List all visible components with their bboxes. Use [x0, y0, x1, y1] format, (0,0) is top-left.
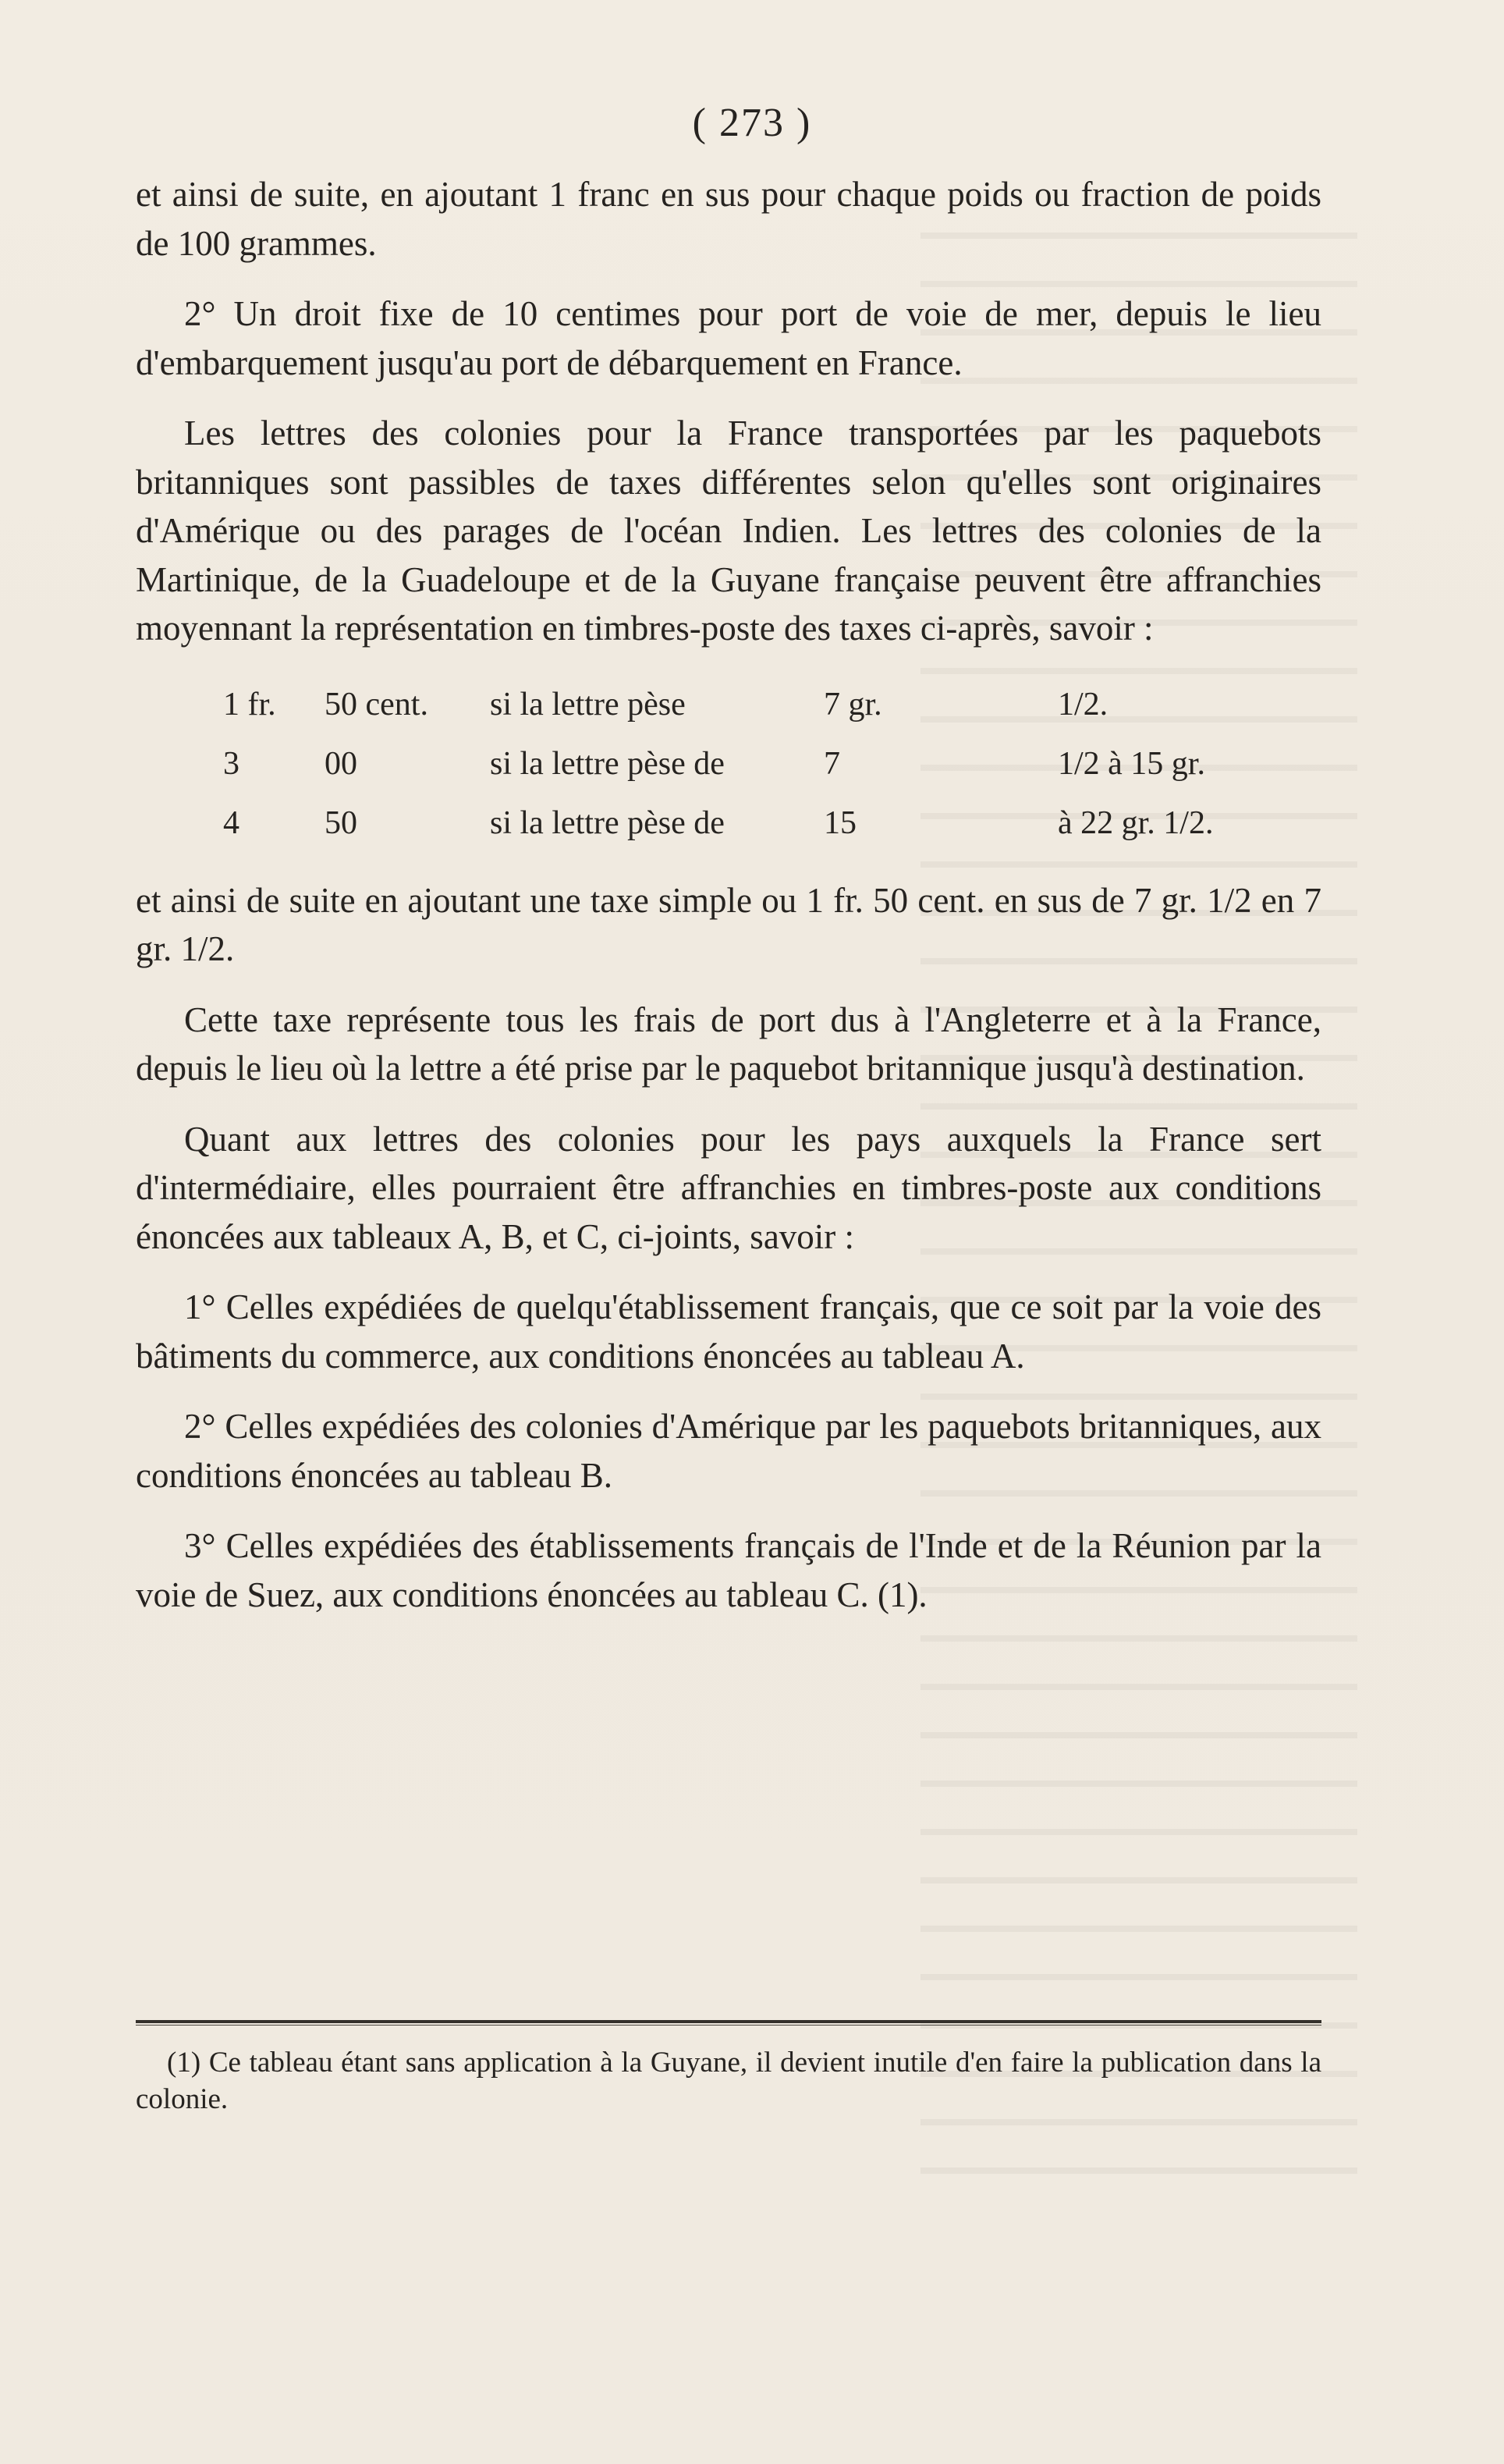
rate-range: 1/2 à 15 gr.: [1058, 745, 1205, 782]
rates-table: [136, 675, 1321, 853]
paragraph-sea-fee: 2° Un droit fixe de 10 centimes pour port de voie de mer, depuis le lieu d'embarquement jusqu'au port de débarquement en France.: [136, 294, 1321, 382]
rate-amount: 3: [223, 745, 239, 782]
rate-weight: 7: [824, 745, 840, 782]
rate-weight: 15: [824, 804, 857, 841]
paragraph-item-3: 3° Celles expédiées des établissements français de l'Inde et de la Réunion par la voie de Suez, aux conditions énoncées au tableau C. (1).: [136, 1526, 1321, 1614]
rate-cents: 00: [325, 745, 357, 782]
rate-amount: 4: [223, 804, 239, 841]
rate-condition: si la lettre pèse de: [490, 804, 725, 841]
page-number: ( 273 ): [692, 101, 812, 145]
rate-condition: si la lettre pèse: [490, 686, 686, 723]
rate-row: [136, 794, 1321, 853]
rate-row: [136, 675, 1321, 734]
paragraph-continuation: et ainsi de suite, en ajoutant 1 franc en sus pour chaque poids ou fraction de poids de 100 grammes.: [136, 175, 1321, 263]
paragraph-intermediary: Quant aux lettres des colonies pour les pays auxquels la France sert d'intermédiaire, elles pourraient être affranchies en timbres-poste aux conditions énoncées aux tableaux A, B, et C, ci-joints, savoir :: [136, 1119, 1321, 1256]
rate-weight: 7 gr.: [824, 686, 882, 723]
rate-condition: si la lettre pèse de: [490, 745, 725, 782]
paragraph-item-1: 1° Celles expédiées de quelqu'établissement français, que ce soit par la voie des bâtiments du commerce, aux conditions énoncées au tableau A.: [136, 1287, 1321, 1376]
page-body: [136, 170, 1321, 1641]
paragraph-british-packets: Les lettres des colonies pour la France transportées par les paquebots britanniques sont passibles de taxes différentes selon qu'elles sont originaires d'Amérique ou des parages de l'océan Indien. Les lettres des colonies de la Martinique, de la Guadeloupe et de la Guyane française peuvent être affranchies moyennant la représentation en timbres-poste des taxes ci-après, savoir :: [136, 414, 1321, 648]
rate-cents: 50: [325, 804, 357, 841]
rate-range: à 22 gr. 1/2.: [1058, 804, 1214, 841]
rate-amount: 1 fr.: [223, 686, 276, 723]
rate-range: 1/2.: [1058, 686, 1108, 723]
paragraph-tax-represents: Cette taxe représente tous les frais de port dus à l'Angleterre et à la France, depuis le lieu où la lettre a été prise par le paquebot britannique jusqu'à destination.: [136, 999, 1321, 1088]
rate-row: [136, 734, 1321, 794]
paragraph-and-so-on: et ainsi de suite en ajoutant une taxe simple ou 1 fr. 50 cent. en sus de 7 gr. 1/2 en 7 gr. 1/2.: [136, 880, 1321, 968]
paragraph-item-2: 2° Celles expédiées des colonies d'Amérique par les paquebots britanniques, aux conditions énoncées au tableau B.: [136, 1407, 1321, 1495]
rate-cents: 50 cent.: [325, 686, 428, 723]
footnote: (1) Ce tableau étant sans application à la Guyane, il devient inutile d'en faire la publication dans la colonie.: [136, 2047, 1321, 2115]
footnote-rule: [136, 2020, 1321, 2026]
